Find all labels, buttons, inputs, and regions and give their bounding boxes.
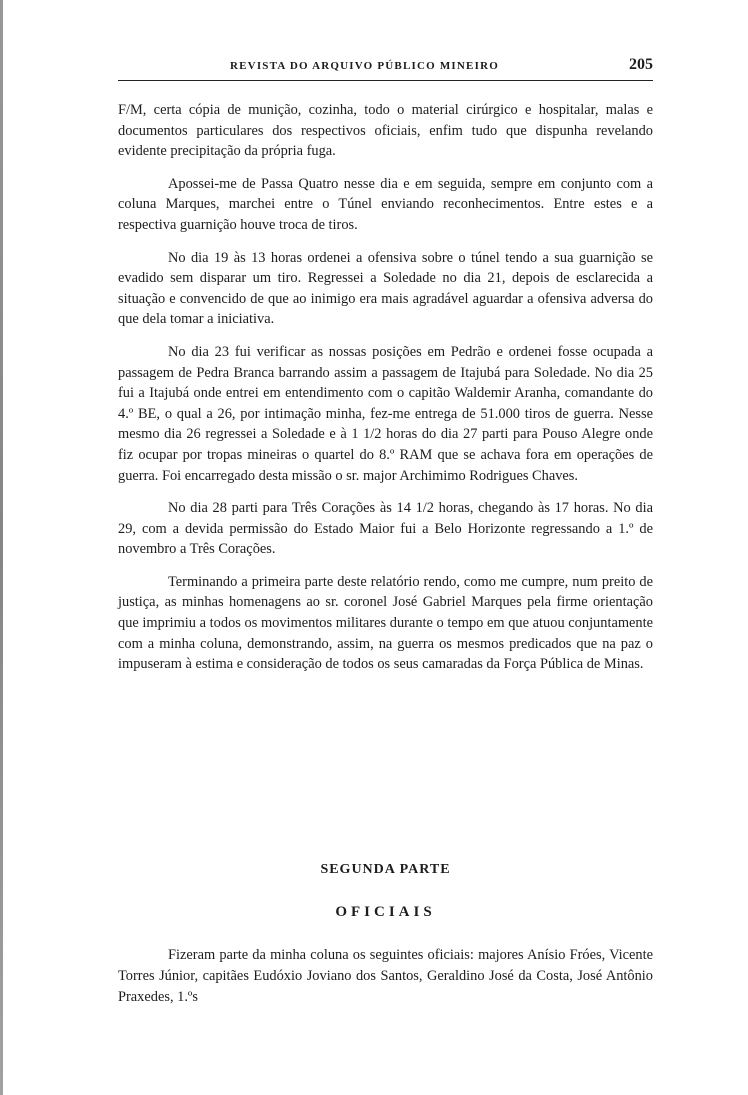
body-text bbox=[118, 100, 653, 687]
part-heading: SEGUNDA PARTE bbox=[320, 862, 451, 877]
section-paragraph: Fizeram parte da minha coluna os seguintes oficiais: majores Anísio Fróes, Vicente Torres Júnior, capitães Eudóxio Joviano dos Santos, Geraldino José da Costa, José Antônio Praxedes, 1.ºs bbox=[118, 947, 653, 1005]
paragraph-4: No dia 23 fui verificar as nossas posições em Pedrão e ordenei fosse ocupada a passagem de Pedra Branca barrando assim a passagem de Itajubá para Soledade. No dia 25 fui a Itajubá onde entrei em entendimento com o capitão Waldemir Aranha, comandante do 4.º BE, o qual a 26, por intimação minha, fez-me entrega de 51.000 tiros de guerra. Nesse mesmo dia 26 regressei a Soledade e à 1 1/2 horas do dia 27 parti para Pouso Alegre onde fiz ocupar por tropas mineiras o quartel do 8.º RAM que se achava fora em operações de guerra. Foi encarregado desta missão o sr. major Archimimo Rodrigues Chaves. bbox=[118, 343, 653, 484]
paragraph-6: Terminando a primeira parte deste relatório rendo, como me cumpre, num preito de justiça, as minhas homenagens ao sr. coronel José Gabriel Marques pela firme orientação que imprimiu a todos os movimentos militares durante o tempo em que atuou conjuntamente com a minha coluna, demonstrando, assim, na guerra os mesmos predicados que na paz o impuseram à estima e consideração de todos os seus camaradas da Força Pública de Minas. bbox=[118, 573, 653, 673]
section-body-text bbox=[118, 945, 653, 1020]
paragraph-2: Apossei-me de Passa Quatro nesse dia e em seguida, sempre em conjunto com a coluna Marques, marchei entre o Túnel enviando reconhecimentos. Entre estes e a respectiva guarnição houve troca de tiros. bbox=[118, 175, 653, 233]
section-heading: OFICIAIS bbox=[335, 904, 436, 920]
page-number: 205 bbox=[629, 56, 653, 73]
running-header bbox=[118, 58, 653, 81]
paragraph-1: F/M, certa cópia de munição, cozinha, todo o material cirúrgico e hospitalar, malas e documentos particulares dos respectivos oficiais, enfim tudo que dispunha revelando evidente precipitação da própria fuga. bbox=[118, 102, 653, 160]
paragraph-5: No dia 28 parti para Três Corações às 14 1/2 horas, chegando às 17 horas. No dia 29, com a devida permissão do Estado Maior fui a Belo Horizonte regressando a 1.º de novembro a Três Corações. bbox=[118, 500, 653, 558]
page-edge-shadow bbox=[0, 0, 3, 1095]
running-title: REVISTA DO ARQUIVO PÚBLICO MINEIRO bbox=[230, 60, 499, 72]
paragraph-3: No dia 19 às 13 horas ordenei a ofensiva sobre o túnel tendo a sua guarnição se evadido sem disparar um tiro. Regressei a Soledade no dia 21, depois de esclarecida a situação e convencido de que ao inimigo era mais agradável aguardar a ofensiva adversa do que dela tomar a iniciativa. bbox=[118, 249, 653, 328]
